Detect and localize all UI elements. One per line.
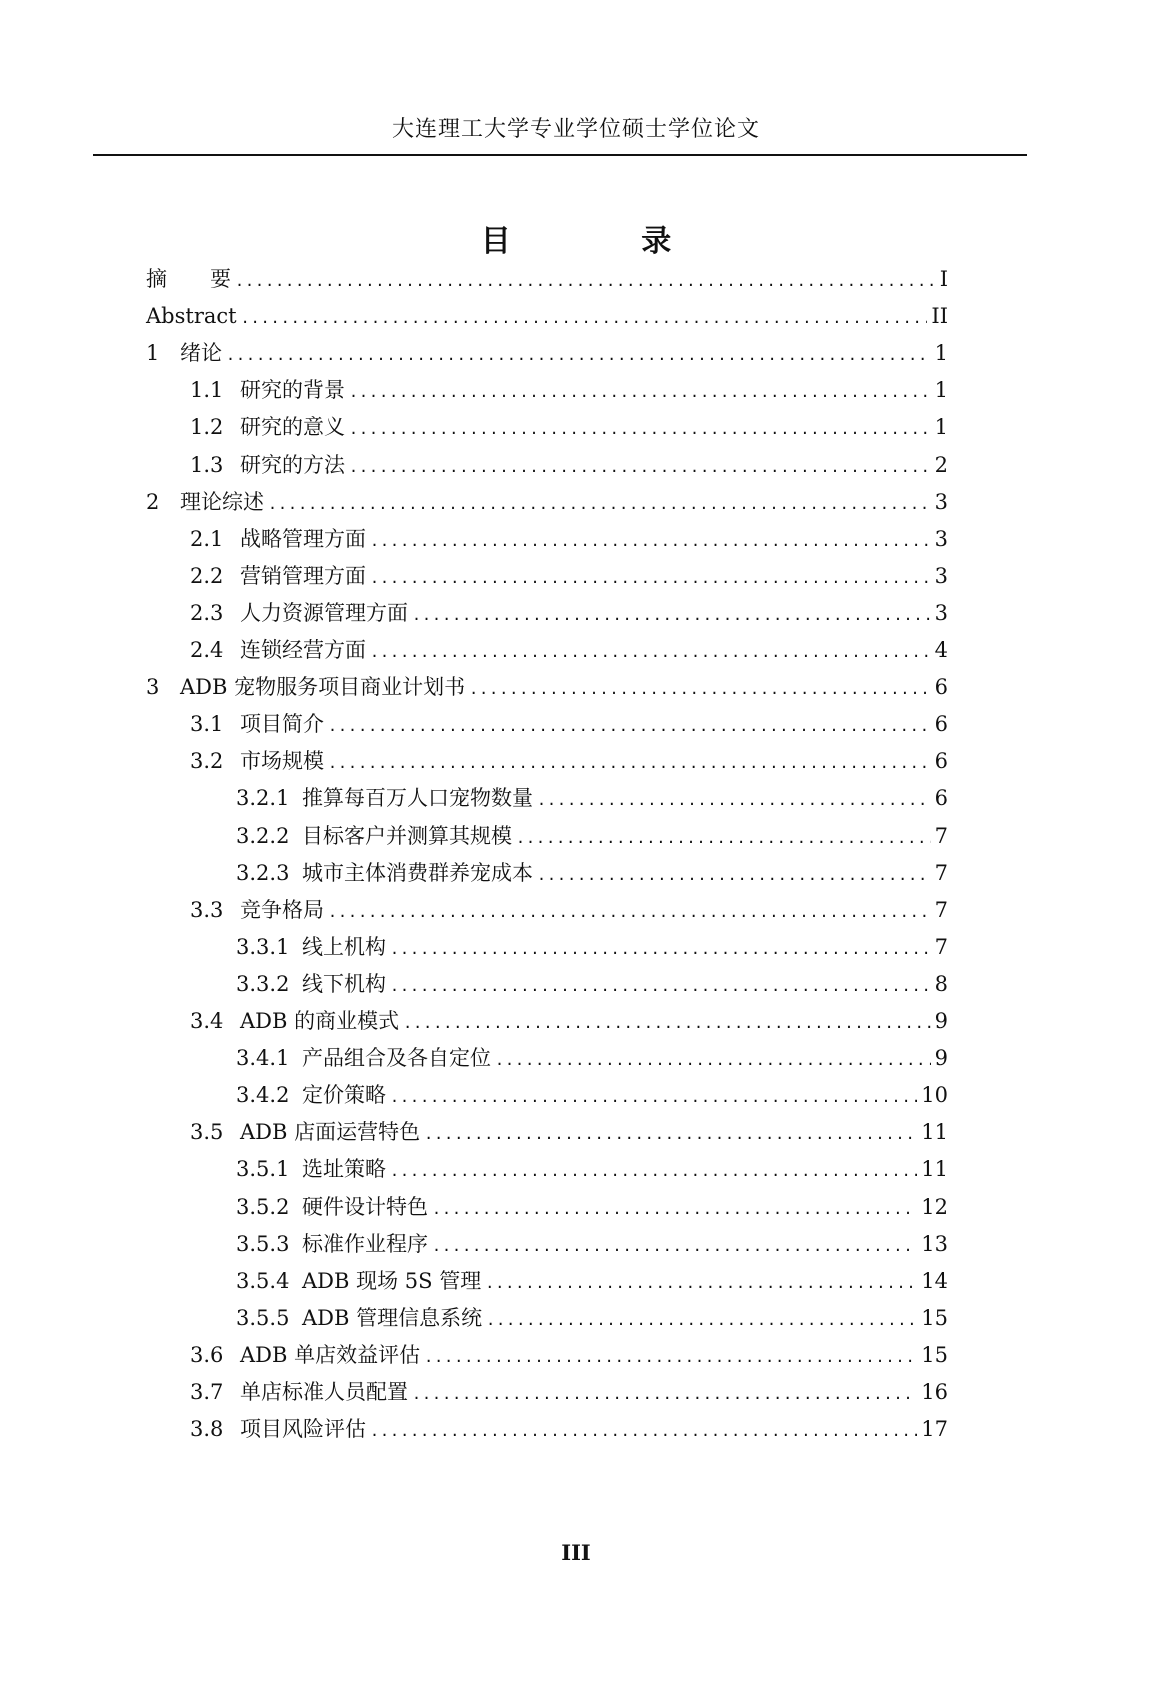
toc-entry-number: 3.5.3 — [236, 1231, 290, 1256]
toc-entry-number: 2.1 — [190, 526, 224, 551]
toc-entry-page: 3 — [934, 600, 948, 625]
toc-entry-number: 3.8 — [190, 1417, 224, 1442]
toc-leader-dots — [370, 635, 931, 669]
toc-entry-page: 1 — [934, 341, 948, 366]
page-number: III — [561, 1540, 591, 1565]
toc-entry-title: 选址策略 — [302, 1157, 386, 1182]
toc-entry-number: 摘 — [146, 267, 167, 291]
toc-entry-page: 7 — [934, 860, 948, 885]
toc-leader-dots — [485, 1266, 917, 1300]
toc-entry-title: 市场规模 — [240, 749, 324, 774]
toc-leader-dots — [432, 1192, 917, 1226]
toc-leader-dots — [537, 858, 931, 892]
toc-entry-title: 城市主体消费群养宠成本 — [302, 860, 533, 885]
toc-leader-dots — [403, 1006, 931, 1040]
toc-entry[interactable] — [190, 893, 948, 927]
toc-entry-number: 2.4 — [190, 638, 224, 662]
toc-entry-title: ADB 现场 5S 管理 — [302, 1268, 482, 1293]
toc-entry-title: 产品组合及各自定位 — [302, 1046, 491, 1071]
toc-leader-dots — [235, 264, 936, 298]
toc-entry-number: 3.5.2 — [236, 1194, 290, 1219]
toc-entry-title: ADB 单店效益评估 — [240, 1342, 421, 1367]
toc-leader-dots — [370, 1414, 917, 1448]
toc-entry[interactable] — [236, 819, 948, 853]
toc-entry[interactable] — [236, 1227, 948, 1261]
toc-entry-page: 10 — [921, 1083, 948, 1108]
toc-entry-number: 2 — [146, 489, 160, 514]
toc-leader-dots — [486, 1303, 917, 1337]
toc-entry-title: 定价策略 — [302, 1083, 386, 1108]
toc-entry[interactable] — [146, 670, 948, 704]
toc-entry-number: 3 — [146, 675, 160, 700]
toc-leader-dots — [268, 487, 931, 521]
toc-entry-page: 9 — [934, 1046, 948, 1071]
toc-entry-number: 3.1 — [190, 712, 224, 737]
toc-entry-page: 15 — [921, 1342, 948, 1367]
toc-entry-number: 1 — [146, 341, 160, 366]
toc-entry-title: 标准作业程序 — [302, 1231, 428, 1256]
toc-leader-dots — [349, 412, 931, 446]
toc-entry[interactable] — [236, 1190, 948, 1224]
toc-entry[interactable] — [236, 781, 948, 815]
toc-entry-title: Abstract — [146, 304, 237, 329]
toc-entry-number: 3.4 — [190, 1009, 224, 1033]
toc-leader-dots — [390, 1080, 917, 1114]
toc-entry-title: ADB 的商业模式 — [240, 1009, 400, 1033]
toc-entry[interactable] — [190, 1004, 948, 1038]
toc-title: 目 录 — [480, 224, 732, 259]
toc-entry-page: 7 — [934, 934, 948, 959]
toc-entry-title: 研究的意义 — [240, 415, 345, 440]
toc-entry-title: 战略管理方面 — [240, 526, 366, 551]
toc-entry-title: 线下机构 — [302, 971, 386, 996]
toc-leader-dots — [537, 783, 931, 817]
toc-entry-page: 6 — [934, 712, 948, 737]
toc-leader-dots — [328, 895, 931, 929]
toc-leader-dots — [469, 672, 931, 706]
toc-entry-page: 11 — [921, 1120, 948, 1145]
toc-entry-page: 11 — [921, 1157, 948, 1182]
toc-entry-title: 项目风险评估 — [240, 1417, 366, 1442]
toc-entry-title: 目标客户并测算其规模 — [302, 823, 512, 848]
toc-entry-number: 2.2 — [190, 563, 224, 588]
toc-entry[interactable] — [236, 1041, 948, 1075]
toc-entry[interactable] — [146, 262, 948, 296]
toc-entry-number: 3.3.2 — [236, 971, 290, 996]
toc-entry-page: 4 — [934, 638, 948, 662]
toc-entry[interactable] — [190, 707, 948, 741]
toc-entry-number: 3.2.1 — [236, 786, 290, 811]
toc-entry-page: 2 — [934, 452, 948, 477]
toc-leader-dots — [495, 1043, 931, 1077]
toc-leader-dots — [432, 1229, 917, 1263]
toc-entry-page: 8 — [934, 971, 948, 996]
toc-entry-page: 3 — [934, 526, 948, 551]
toc-entry-page: 6 — [934, 749, 948, 774]
toc-leader-dots — [390, 969, 931, 1003]
toc-entry[interactable] — [190, 373, 948, 407]
toc-entry-page: 15 — [921, 1305, 948, 1330]
toc-entry[interactable] — [236, 1152, 948, 1186]
header-rule — [93, 154, 1027, 156]
toc-entry-title: 理论综述 — [180, 489, 264, 514]
toc-entry-page: 17 — [921, 1417, 948, 1442]
toc-entry-number: 3.5.1 — [236, 1157, 290, 1182]
toc-entry[interactable] — [190, 448, 948, 482]
toc-entry[interactable] — [236, 1301, 948, 1335]
toc-entry-title: 推算每百万人口宠物数量 — [302, 786, 533, 811]
toc-leader-dots — [412, 598, 931, 632]
toc-entry-number: 3.2.3 — [236, 860, 290, 885]
toc-entry-page: I — [939, 267, 948, 291]
toc-entry[interactable] — [190, 522, 948, 556]
toc-leader-dots — [370, 524, 931, 558]
toc-leader-dots — [370, 561, 931, 595]
toc-leader-dots — [424, 1117, 917, 1151]
toc-entry-title: 竞争格局 — [240, 897, 324, 922]
toc-entry-number: 3.5.5 — [236, 1305, 290, 1330]
toc-entry-title: 营销管理方面 — [240, 563, 366, 588]
toc-entry-title: 绪论 — [180, 341, 222, 366]
toc-leader-dots — [424, 1340, 917, 1374]
toc-entry[interactable] — [190, 596, 948, 630]
toc-entry-page: II — [931, 304, 948, 329]
toc-entry-title: 要 — [210, 267, 231, 291]
toc-entry[interactable] — [146, 485, 948, 519]
toc-leader-dots — [328, 709, 931, 743]
toc-leader-dots — [516, 821, 931, 855]
toc-entry-title: 研究的方法 — [240, 452, 345, 477]
toc-leader-dots — [390, 932, 931, 966]
toc-entry-title: ADB 店面运营特色 — [240, 1120, 421, 1145]
toc-entry[interactable] — [190, 559, 948, 593]
toc-entry[interactable] — [236, 930, 948, 964]
toc-entry[interactable] — [190, 1412, 948, 1446]
toc-entry-page: 12 — [921, 1194, 948, 1219]
toc-entry-number: 3.2 — [190, 749, 224, 774]
toc-leader-dots — [328, 746, 931, 780]
toc-entry-number: 1.2 — [190, 415, 224, 440]
toc-entry-page: 3 — [934, 489, 948, 514]
toc-entry-number: 2.3 — [190, 600, 224, 625]
toc-entry-title: 单店标准人员配置 — [240, 1380, 408, 1404]
toc-entry-page: 16 — [921, 1380, 948, 1404]
toc-entry-page: 13 — [921, 1231, 948, 1256]
toc-entry-number: 3.5.4 — [236, 1268, 290, 1293]
toc-leader-dots — [241, 301, 928, 335]
toc-leader-dots — [390, 1154, 917, 1188]
toc-entry-title: 研究的背景 — [240, 378, 345, 403]
toc-entry-page: 1 — [934, 378, 948, 403]
toc-entry-number: 3.4.1 — [236, 1046, 290, 1071]
toc-entry-number: 3.5 — [190, 1120, 224, 1145]
toc-entry[interactable] — [236, 1264, 948, 1298]
toc-leader-dots — [412, 1377, 917, 1411]
toc-entry-number: 1.1 — [190, 378, 224, 403]
toc-entry-title: 项目简介 — [240, 712, 324, 737]
toc-entry[interactable] — [190, 744, 948, 778]
toc-entry-page: 7 — [934, 823, 948, 848]
toc-entry-number: 3.7 — [190, 1380, 224, 1404]
toc-entry-title: 人力资源管理方面 — [240, 600, 408, 625]
toc-entry-title: ADB 宠物服务项目商业计划书 — [180, 675, 466, 700]
toc-entry[interactable] — [236, 967, 948, 1001]
toc-entry-number: 3.6 — [190, 1342, 224, 1367]
toc-entry[interactable] — [190, 1375, 948, 1409]
toc-entry-number: 3.4.2 — [236, 1083, 290, 1108]
toc-entry-number: 3.3.1 — [236, 934, 290, 959]
toc-entry[interactable] — [236, 856, 948, 890]
toc-entry[interactable] — [190, 410, 948, 444]
toc-entry-page: 7 — [934, 897, 948, 922]
toc-entry[interactable] — [146, 336, 948, 370]
toc-entry[interactable] — [190, 1115, 948, 1149]
toc-entry-page: 14 — [921, 1268, 948, 1293]
toc-entry-title: 线上机构 — [302, 934, 386, 959]
toc-entry[interactable] — [190, 633, 948, 667]
toc-entry-page: 3 — [934, 563, 948, 588]
toc-entry[interactable] — [146, 299, 948, 333]
toc-entry-page: 6 — [934, 786, 948, 811]
toc-entry-title: 硬件设计特色 — [302, 1194, 428, 1219]
toc-leader-dots — [349, 375, 931, 409]
running-header: 大连理工大学专业学位硕士学位论文 — [391, 117, 760, 142]
toc-entry-title: 连锁经营方面 — [240, 638, 366, 662]
toc-entry-page: 1 — [934, 415, 948, 440]
toc-leader-dots — [226, 338, 931, 372]
toc-entry-title: ADB 管理信息系统 — [302, 1305, 483, 1330]
toc-entry-number: 3.3 — [190, 897, 224, 922]
toc-entry-number: 1.3 — [190, 452, 224, 477]
toc-entry-number: 3.2.2 — [236, 823, 290, 848]
toc-entry-page: 6 — [934, 675, 948, 700]
toc-entry[interactable] — [190, 1338, 948, 1372]
toc-leader-dots — [349, 450, 931, 484]
toc-entry[interactable] — [236, 1078, 948, 1112]
toc-entry-page: 9 — [934, 1009, 948, 1033]
